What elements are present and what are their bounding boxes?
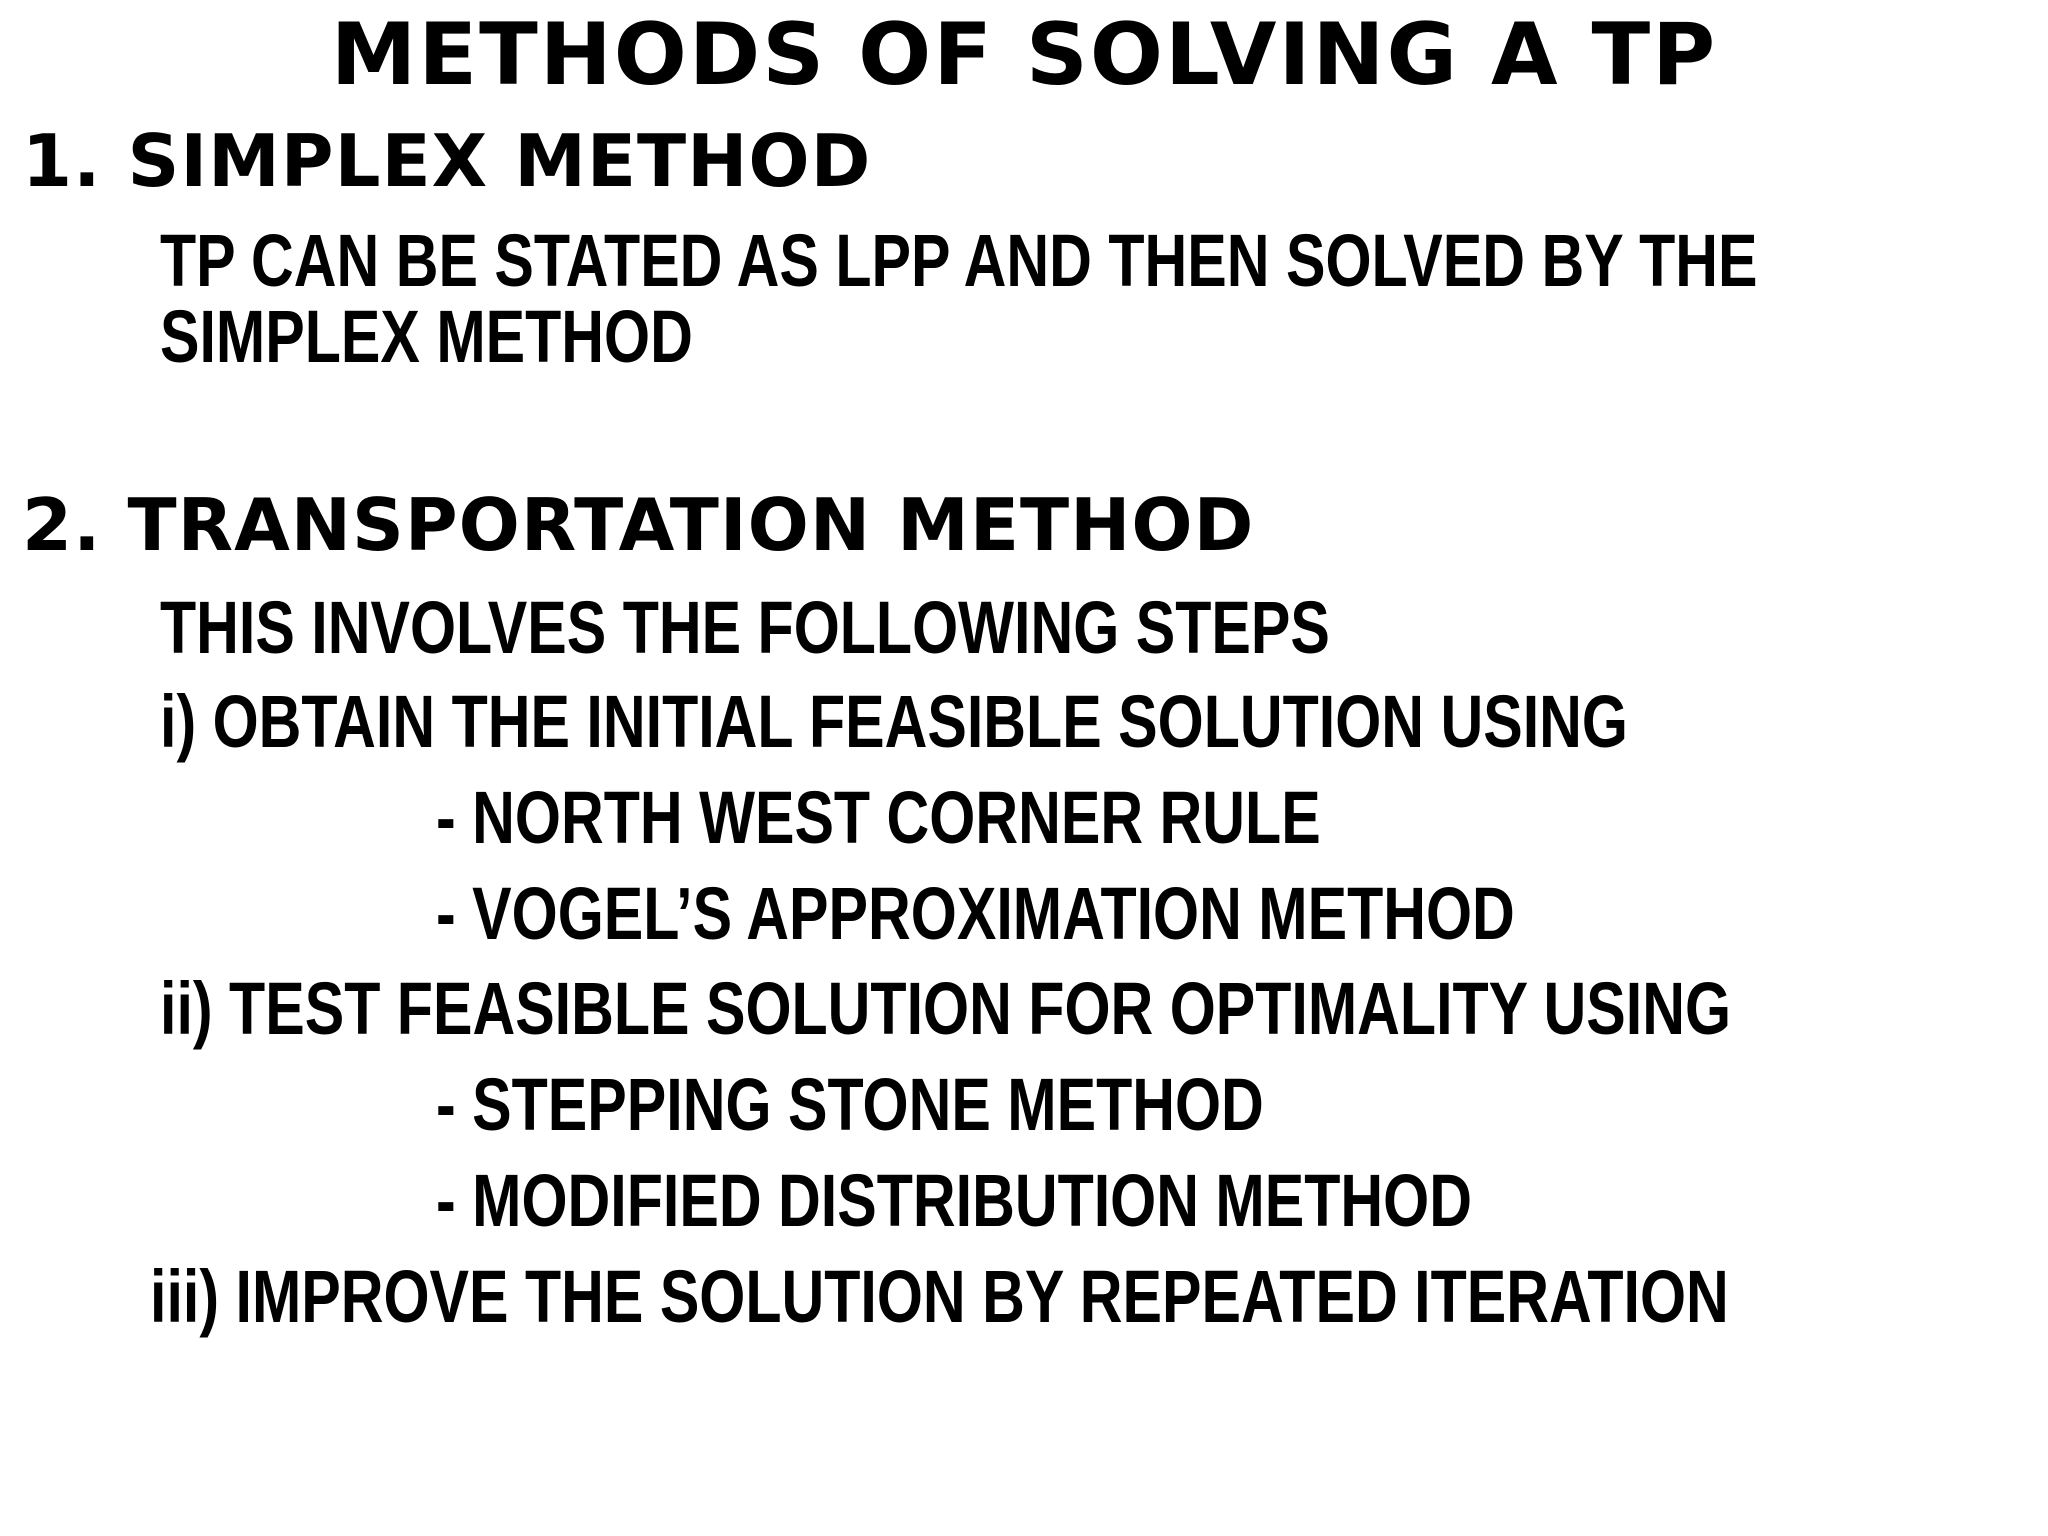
step-1-item-north-west: - NORTH WEST CORNER RULE [436, 776, 1321, 859]
step-1-label: i) OBTAIN THE INITIAL FEASIBLE SOLUTION USING [160, 680, 1628, 763]
slide-title: METHODS OF SOLVING A TP [330, 5, 1718, 105]
step-2-item-stepping-stone: - STEPPING STONE METHOD [436, 1063, 1264, 1146]
simplex-description-line-1: TP CAN BE STATED AS LPP AND THEN SOLVED BY THE [160, 219, 1758, 302]
section-heading-simplex: 1. SIMPLEX METHOD [22, 119, 872, 203]
simplex-description-line-2: SIMPLEX METHOD [160, 295, 693, 378]
step-3-label: iii) IMPROVE THE SOLUTION BY REPEATED ITERATION [150, 1255, 1729, 1338]
step-2-item-modified-distribution: - MODIFIED DISTRIBUTION METHOD [436, 1159, 1472, 1242]
step-2-label: ii) TEST FEASIBLE SOLUTION FOR OPTIMALITY USING [160, 967, 1732, 1050]
step-1-item-vogel: - VOGEL’S APPROXIMATION METHOD [436, 872, 1515, 955]
transportation-intro: THIS INVOLVES THE FOLLOWING STEPS [160, 586, 1330, 669]
section-heading-transportation: 2. TRANSPORTATION METHOD [22, 483, 1255, 567]
